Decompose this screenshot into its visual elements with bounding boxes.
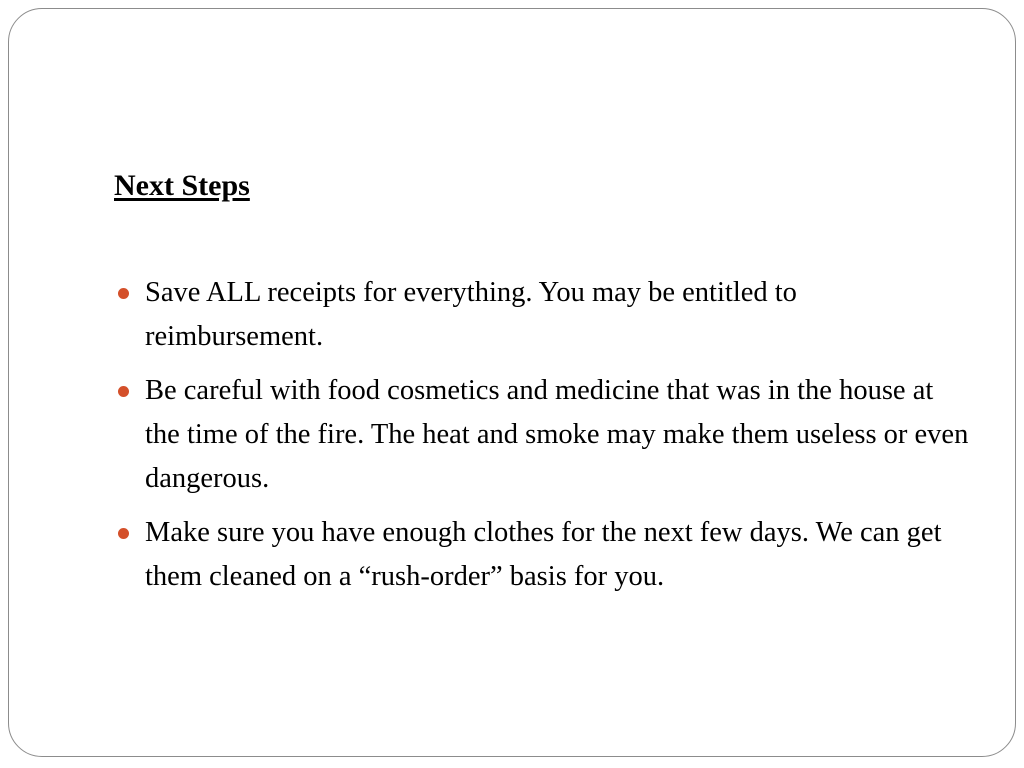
bullet-dot-icon — [118, 386, 129, 397]
bullet-text: Be careful with food cosmetics and medicine that was in the house at the time of the fire. The heat and smoke may make them useless or even dangerous. — [145, 375, 969, 494]
bullet-item — [114, 369, 974, 501]
bullet-dot-icon — [118, 528, 129, 539]
bullet-item — [114, 511, 974, 599]
bullet-text: Make sure you have enough clothes for the next few days. We can get them cleaned on a “rush-order” basis for you. — [145, 517, 942, 592]
bullet-item — [114, 271, 974, 359]
slide-frame — [8, 8, 1016, 757]
slide-title: Next Steps — [114, 169, 250, 202]
bullet-text: Save ALL receipts for everything. You may be entitled to reimbursement. — [145, 277, 797, 352]
bullet-dot-icon — [118, 288, 129, 299]
bullet-list — [114, 271, 974, 609]
